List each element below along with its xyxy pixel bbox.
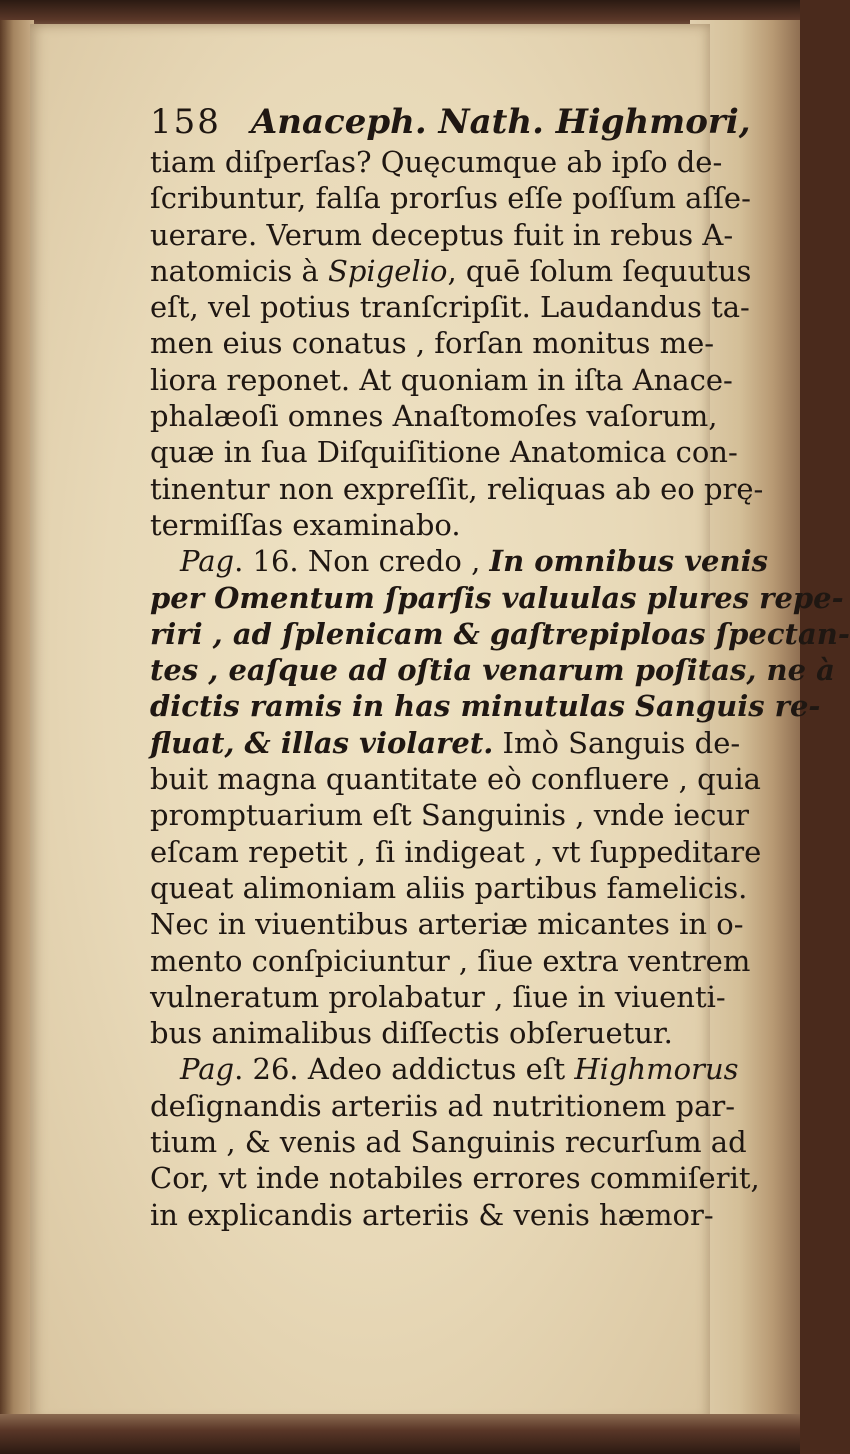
text-run: riri , ad ſplenicam & gaſtrepiploas ſpectan- (150, 616, 850, 651)
text-line (150, 580, 844, 616)
text-line (150, 906, 744, 942)
text-line (150, 870, 748, 906)
text-line (150, 652, 835, 688)
text-line (150, 761, 761, 797)
text-line (150, 1197, 714, 1233)
text-run: Nec in viuentibus arteriæ micantes in o- (150, 907, 744, 942)
text-line (150, 471, 764, 507)
text-run: ſcribuntur, falſa prorſus eſſe poſſum aſſe- (150, 181, 751, 216)
text-line (150, 797, 749, 833)
text-run: fluat, & illas violaret. (150, 725, 494, 760)
text-line (150, 725, 741, 761)
body-text (150, 144, 850, 1233)
text-run: dictis ramis in has minutulas Sanguis re- (150, 689, 821, 724)
text-run: buit magna quantitate eò confluere , quia (150, 762, 761, 797)
text-line (150, 543, 768, 579)
text-run: . 26. Adeo addictus eſt (234, 1052, 575, 1087)
text-run: Pag (180, 1052, 235, 1087)
text-run: tinentur non expreſſit, reliquas ab eo prę- (150, 471, 764, 506)
text-run: , quē ſolum ſequutus (447, 253, 752, 288)
text-run: eſt, vel potius tranſcripſit. Laudandus ta- (150, 290, 750, 325)
text-line (150, 362, 733, 398)
text-line (150, 1124, 747, 1160)
page-text-block (150, 100, 850, 1233)
text-run: vulneratum prolabatur , ſiue in viuenti- (150, 979, 726, 1014)
text-run: quæ in ſua Diſquiſitione Anatomica con- (150, 435, 738, 470)
text-run: . 16. Non credo , (234, 544, 490, 579)
text-line (150, 1051, 739, 1087)
text-line (150, 144, 723, 180)
text-run: Spigelio (327, 253, 448, 288)
text-run: tiam diſperſas? Quęcumque ab ipſo de- (150, 145, 723, 179)
text-line (150, 507, 710, 543)
text-run: per Omentum ſparſis valuulas plures repe- (150, 580, 844, 615)
text-line (150, 616, 850, 652)
text-run: promptuarium eſt Sanguinis , vnde iecur (150, 798, 749, 833)
running-title: Anaceph. Nath. Highmori, (250, 102, 751, 142)
running-header (150, 100, 751, 144)
book-gutter (0, 20, 34, 1425)
text-run: phalæoſi omnes Anaſtomoſes vaſorum, (150, 399, 718, 434)
text-run: Imò Sanguis de- (493, 725, 741, 760)
text-run: liora reponet. At quoniam in iſta Anace- (150, 362, 733, 397)
text-line (150, 434, 738, 470)
text-run: in explicandis arteriis & venis hæmor- (150, 1197, 714, 1232)
text-run: In omnibus venis (489, 544, 768, 579)
text-run: deſignandis arteriis ad nutritionem par- (150, 1088, 736, 1123)
text-line (150, 325, 715, 361)
text-line (150, 217, 734, 253)
page-number: 158 (150, 102, 221, 142)
text-line (150, 289, 750, 325)
text-line (150, 253, 752, 289)
text-line (150, 834, 762, 870)
text-line (150, 1088, 736, 1124)
text-run: bus animalibus diſſectis obſeruetur. (150, 1016, 673, 1051)
text-line (150, 1015, 710, 1051)
text-run: tium , & venis ad Sanguinis recurſum ad (150, 1125, 747, 1160)
text-run: Cor, vt inde notabiles errores commiſerit, (150, 1161, 760, 1196)
book-edge-bottom (0, 1414, 800, 1454)
text-line (150, 398, 718, 434)
text-run: men eius conatus , forſan monitus me- (150, 326, 715, 361)
text-line (150, 979, 726, 1015)
text-run: eſcam repetit , ſi indigeat , vt ſuppeditare (150, 834, 762, 869)
text-line (150, 180, 751, 216)
text-line (150, 688, 821, 724)
text-run: tes , eaſque ad oſtia venarum poſitas, ne à (150, 653, 835, 688)
text-run: natomicis à (150, 253, 328, 288)
text-run: Pag (180, 544, 235, 579)
text-run: Highmorus (574, 1052, 739, 1087)
text-line (150, 1160, 760, 1196)
text-run: uerare. Verum deceptus fuit in rebus A- (150, 217, 734, 252)
text-run: termiſſas examinabo. (150, 507, 461, 542)
text-line (150, 943, 751, 979)
text-run: queat alimoniam aliis partibus famelicis. (150, 870, 748, 905)
text-run: mento conſpiciuntur , ſiue extra ventrem (150, 943, 751, 978)
